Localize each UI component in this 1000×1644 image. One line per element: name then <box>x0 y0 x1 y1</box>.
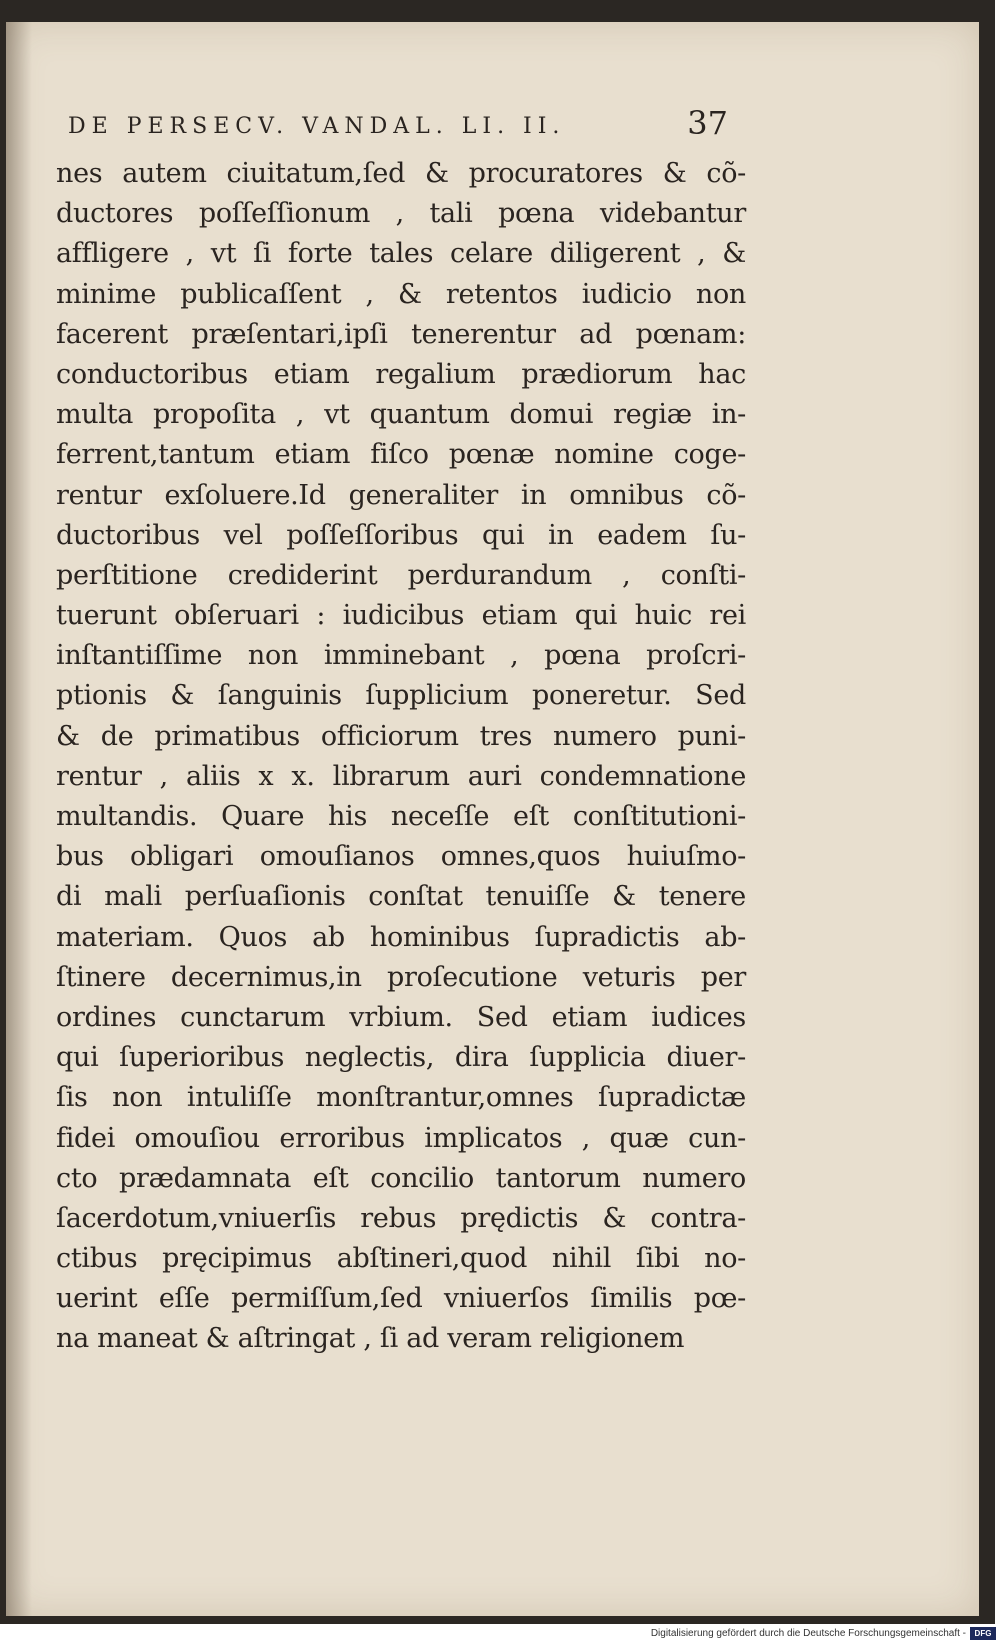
text-line: fidei omouſiou erroribus implicatos , quæ cun- <box>56 1122 746 1154</box>
text-line: bus obligari omouſianos omnes,quos huiuſmo- <box>56 841 746 873</box>
text-line: rentur , aliis x x. librarum auri condemnatione <box>56 760 746 792</box>
text-line: perſtitione crediderint perdurandum , conſti- <box>56 559 746 591</box>
text-line: ductoribus vel poſſeſſoribus qui in eadem ſu- <box>56 519 746 551</box>
text-line: rentur exſoluere.Id generaliter in omnibus cõ- <box>56 479 746 511</box>
dfg-logo-icon: DFG <box>970 1627 996 1640</box>
text-line: na maneat & aſtringat , ſi ad veram religionem <box>56 1323 685 1355</box>
text-line: ctibus pręcipimus abſtineri,quod nihil ſibi no- <box>56 1243 746 1275</box>
text-line: tuerunt obſeruari : iudicibus etiam qui huic rei <box>56 600 746 632</box>
text-line: cto prædamnata eſt concilio tantorum numero <box>56 1162 746 1194</box>
text-line: ſtinere decernimus,in proſecutione veturis per <box>56 961 746 993</box>
text-line: multa propoſita , vt quantum domui regiæ in- <box>56 399 746 431</box>
text-line: ductores poſſeſſionum , tali pœna videbantur <box>56 198 746 230</box>
text-line: facerent præſentari,ipſi tenerentur ad pœnam: <box>56 318 746 350</box>
body-text <box>56 154 746 1360</box>
footer-bar <box>0 1624 1000 1644</box>
text-line: di mali perſuaſionis conſtat tenuiſſe & tenere <box>56 881 746 913</box>
text-line: ferrent,tantum etiam fiſco pœnæ nomine coge- <box>56 439 746 471</box>
binding-shadow <box>6 22 32 1616</box>
text-line: & de primatibus officiorum tres numero puni- <box>56 720 746 752</box>
running-head <box>68 100 728 152</box>
text-line: uerint eſſe permiſſum,ſed vniuerſos ſimilis pœ- <box>56 1283 746 1315</box>
text-line: affligere , vt ſi forte tales celare diligerent , & <box>56 238 746 270</box>
running-title: DE PERSECV. VANDAL. LI. II. <box>68 114 566 139</box>
text-line: minime publicaſſent , & retentos iudicio non <box>56 278 746 310</box>
text-line: qui ſuperioribus neglectis, dira ſupplicia diuer- <box>56 1042 746 1074</box>
text-line: materiam. Quos ab hominibus ſupradictis ab- <box>56 921 746 953</box>
page-number: 37 <box>687 104 728 142</box>
text-line: conductoribus etiam regalium prædiorum hac <box>56 358 746 390</box>
text-line: ordines cunctarum vrbium. Sed etiam iudices <box>56 1001 746 1033</box>
funding-note: Digitalisierung gefördert durch die Deutsche Forschungsgemeinschaft - <box>650 1628 966 1639</box>
text-line: nes autem ciuitatum,ſed & procuratores & cõ- <box>56 158 746 189</box>
text-line: ſacerdotum,vniuerſis rebus prędictis & contra- <box>56 1202 746 1234</box>
text-line: multandis. Quare his neceſſe eſt conſtitutioni- <box>56 801 746 832</box>
text-line: inſtantiſſime non imminebant , pœna proſcri- <box>56 640 746 672</box>
text-line: ptionis & ſanguinis ſupplicium poneretur. Sed <box>56 680 746 712</box>
text-line: ſis non intuliſſe monſtrantur,omnes ſupradictæ <box>56 1082 746 1114</box>
book-page <box>6 22 979 1616</box>
